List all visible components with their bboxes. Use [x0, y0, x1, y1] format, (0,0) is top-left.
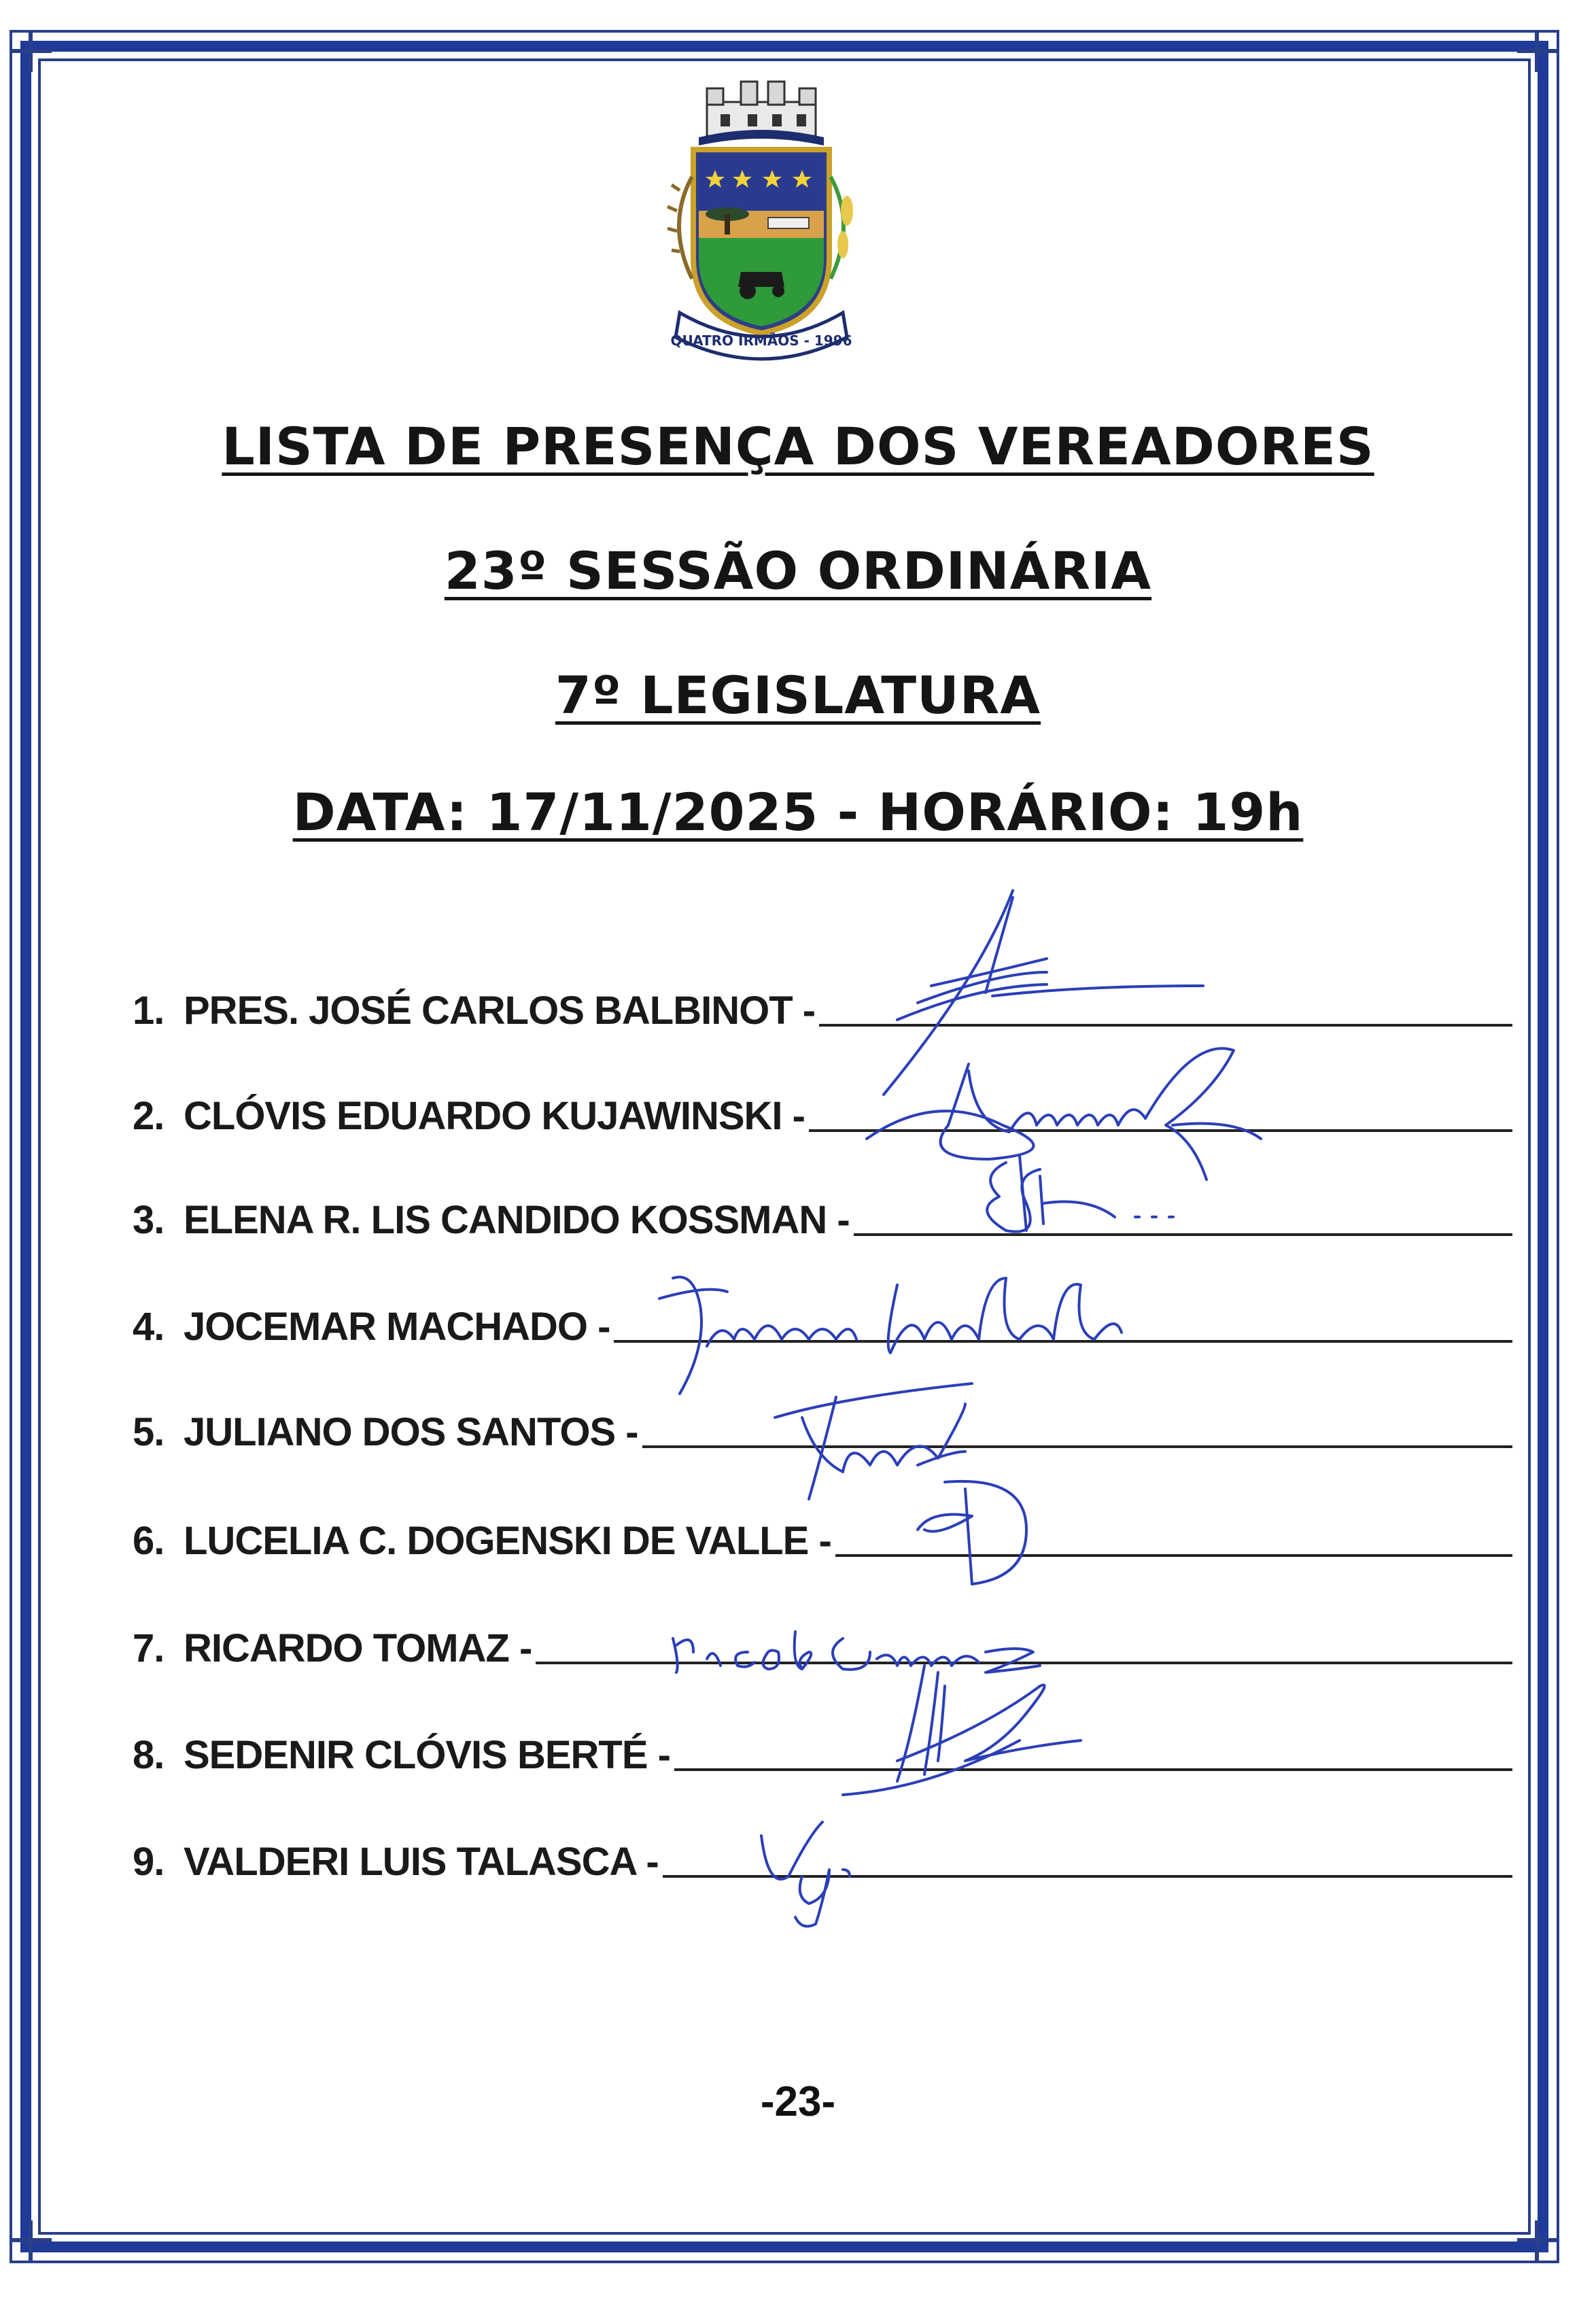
attendee-row: [133, 1509, 1512, 1564]
attendee-name: SEDENIR CLÓVIS BERTÉ -: [184, 1733, 670, 1777]
attendee-row: [133, 1723, 1512, 1778]
attendee-number: 7.: [133, 1626, 164, 1670]
session-datetime: DATA: 17/11/2025 - HORÁRIO: 19h: [292, 782, 1304, 842]
attendee-row: [133, 1188, 1512, 1243]
attendee-number: 5.: [133, 1410, 164, 1454]
signature-8: [829, 1659, 1101, 1808]
attendee-name: RICARDO TOMAZ -: [184, 1626, 532, 1670]
corner-ornament: [11, 2220, 52, 2261]
shield-icon: [693, 150, 829, 333]
attendee-name: JOCEMAR MACHADO -: [184, 1305, 610, 1349]
attendee-name: LUCELIA C. DOGENSKI DE VALLE -: [184, 1519, 831, 1563]
signature-9: [748, 1795, 911, 1931]
attendee-row: [133, 1084, 1512, 1139]
corner-ornament: [11, 31, 52, 72]
signature-3: [965, 1149, 1196, 1251]
corner-ornament: [1517, 31, 1558, 72]
attendee-name: PRES. JOSÉ CARLOS BALBINOT -: [184, 989, 816, 1033]
attendee-number: 8.: [133, 1733, 164, 1777]
session-title: 23º SESSÃO ORDINÁRIA: [444, 540, 1152, 601]
crown-icon: [699, 82, 824, 145]
legislature-title: 7º LEGISLATURA: [555, 665, 1041, 725]
attendee-number: 1.: [133, 989, 164, 1033]
wheat-icon: [679, 177, 692, 279]
attendee-number: 9.: [133, 1840, 164, 1884]
attendee-name: CLÓVIS EDUARDO KUJAWINSKI -: [184, 1094, 805, 1138]
attendee-name: VALDERI LUIS TALASCA -: [184, 1840, 659, 1884]
corner-ornament: [1517, 2220, 1558, 2261]
page-number: -23-: [760, 2078, 836, 2125]
attendee-name: ELENA R. LIS CANDIDO KOSSMAN -: [184, 1198, 850, 1242]
attendee-name: JULIANO DOS SANTOS -: [184, 1410, 638, 1454]
document-title: LISTA DE PRESENÇA DOS VEREADORES: [222, 416, 1374, 477]
attendee-number: 2.: [133, 1094, 164, 1138]
municipal-coat-of-arms: [639, 75, 884, 374]
attendee-number: 3.: [133, 1198, 164, 1242]
signature-6: [904, 1468, 1047, 1591]
attendee-number: 6.: [133, 1519, 164, 1563]
crest-motto: QUATRO IRMÃOS - 1996: [670, 332, 852, 349]
corn-icon: [831, 177, 844, 279]
attendee-row: [133, 979, 1512, 1033]
attendee-number: 4.: [133, 1305, 164, 1349]
